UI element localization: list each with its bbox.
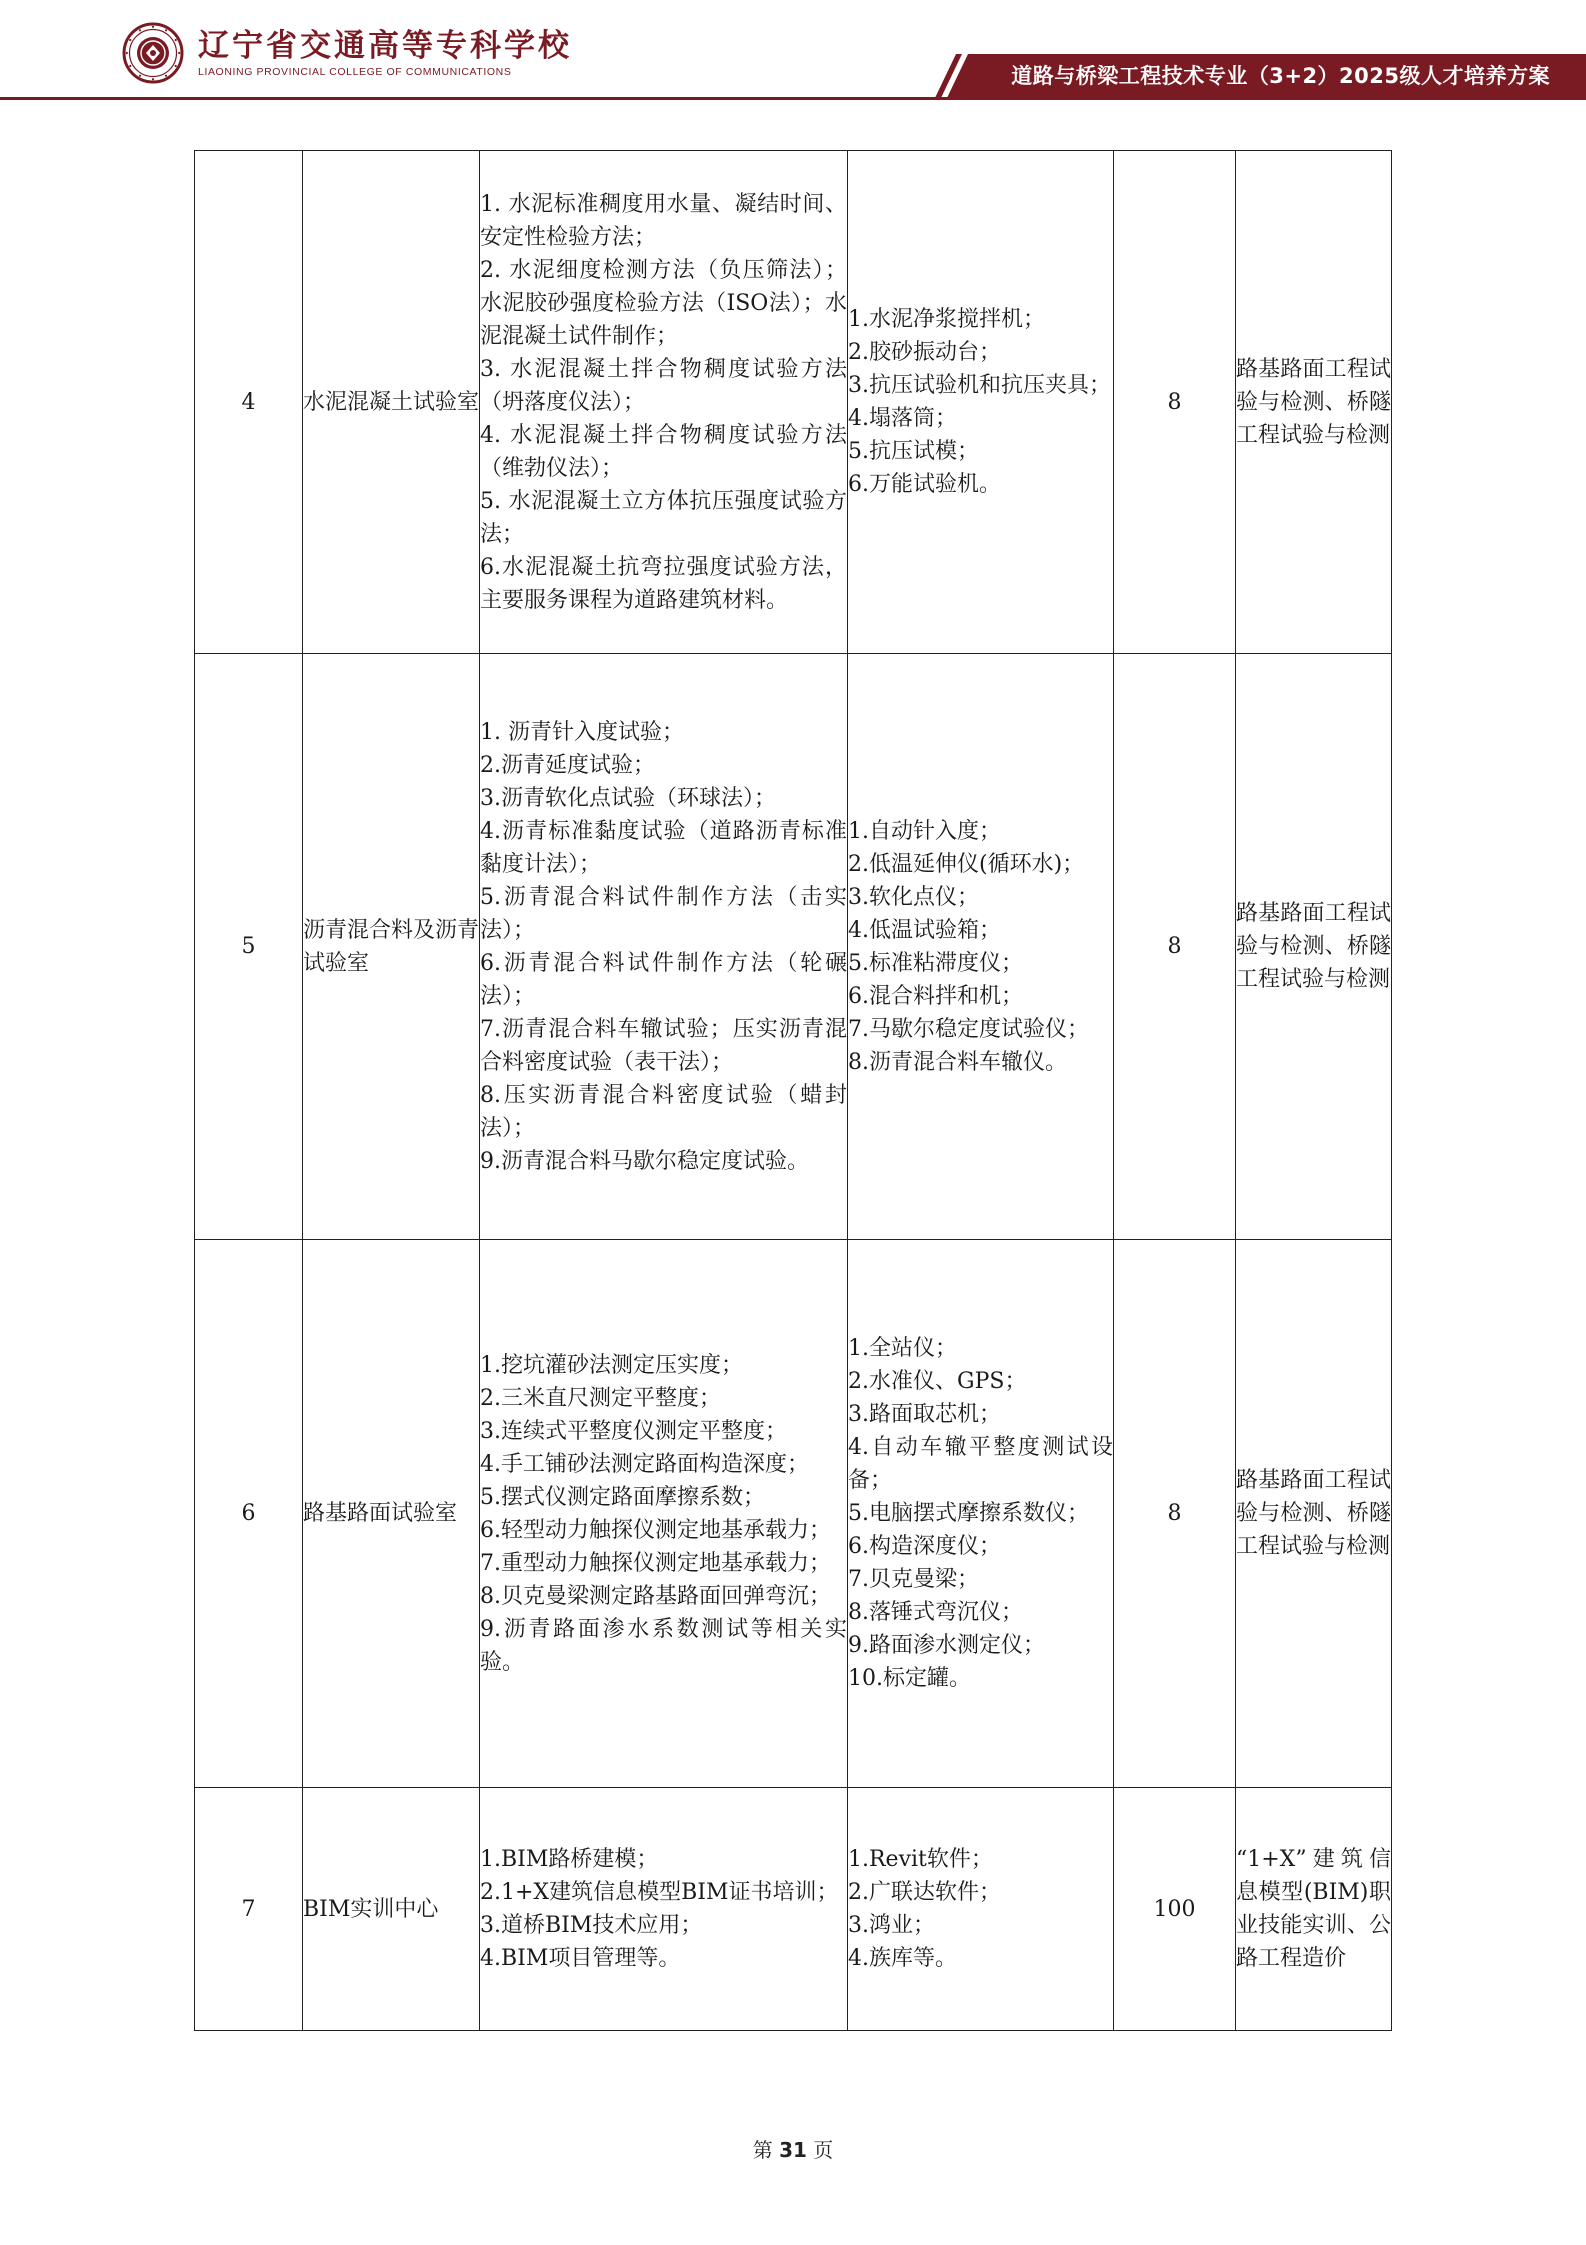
- list-item: 2.低温延伸仪(循环水)；: [848, 851, 1085, 877]
- lab-name: 沥青混合料及沥青试验室: [303, 654, 480, 1240]
- lab-name: 路基路面试验室: [303, 1240, 480, 1788]
- list-item: 1. 水泥标准稠度用水量、凝结时间、安定性检验方法；: [480, 191, 847, 250]
- list-item: 6.水泥混凝土抗弯拉强度试验方法，主要服务课程为道路建筑材料。: [480, 554, 847, 613]
- list-item: 9.路面渗水测定仪；: [848, 1633, 1045, 1658]
- list-item: 8.贝克曼梁测定路基路面回弹弯沉；: [480, 1583, 831, 1609]
- lab-table-body: [195, 151, 1392, 2031]
- list-item: 5. 水泥混凝土立方体抗压强度试验方法；: [480, 488, 847, 547]
- list-item: 4.BIM项目管理等。: [480, 1946, 681, 1971]
- list-item: 5.标准粘滞度仪；: [848, 950, 1023, 976]
- lab-courses: 路基路面工程试验与检测、桥隧工程试验与检测: [1236, 654, 1392, 1240]
- page-footer: [0, 2134, 1586, 2163]
- list-item: 2.胶砂振动台；: [848, 340, 1001, 365]
- list-item: 4.低温试验箱；: [848, 917, 1001, 943]
- program-title: 道路与桥梁工程技术专业（3+2）2025级人才培养方案: [1011, 64, 1550, 88]
- list-item: 6.轻型动力触探仪测定地基承载力；: [480, 1517, 831, 1543]
- list-item: 1.BIM路桥建模；: [480, 1847, 659, 1872]
- list-item: 6.混合料拌和机；: [848, 983, 1023, 1009]
- lab-projects: [480, 151, 848, 654]
- list-item: 4.塌落筒；: [848, 406, 957, 431]
- list-item: 7.贝克曼梁；: [848, 1567, 979, 1592]
- list-item: 4.族库等。: [848, 1946, 957, 1971]
- list-item: 3.连续式平整度仪测定平整度；: [480, 1418, 787, 1444]
- list-item: 4.自动车辙平整度测试设备；: [848, 1435, 1113, 1493]
- row-number: 7: [195, 1788, 303, 2031]
- lab-equipment: [848, 1240, 1114, 1788]
- lab-capacity: 8: [1114, 654, 1236, 1240]
- table-row: [195, 1240, 1392, 1788]
- list-item: 6.构造深度仪；: [848, 1534, 1001, 1559]
- list-item: 3.鸿业；: [848, 1913, 935, 1938]
- list-item: 8.压实沥青混合料密度试验（蜡封法）；: [480, 1082, 847, 1141]
- list-item: 8.沥青混合料车辙仪。: [848, 1049, 1067, 1075]
- list-item: 8.落锤式弯沉仪；: [848, 1600, 1023, 1625]
- list-item: 6.万能试验机。: [848, 472, 1001, 497]
- list-item: 10.标定罐。: [848, 1666, 971, 1691]
- list-item: 1.自动针入度；: [848, 818, 1001, 844]
- school-name-cn: 辽宁省交通高等专科学校: [198, 28, 572, 64]
- list-item: 4. 水泥混凝土拌合物稠度试验方法（维勃仪法）；: [480, 422, 847, 481]
- list-item: 5.电脑摆式摩擦系数仪；: [848, 1501, 1089, 1526]
- lab-name: 水泥混凝土试验室: [303, 151, 480, 654]
- list-item: 4.沥青标准黏度试验（道路沥青标准黏度计法）；: [480, 818, 847, 877]
- lab-equipment: [848, 654, 1114, 1240]
- lab-equipment: [848, 1788, 1114, 2031]
- lab-capacity: 8: [1114, 151, 1236, 654]
- table-row: [195, 654, 1392, 1240]
- page-prefix: 第: [752, 2138, 773, 2162]
- row-number: 4: [195, 151, 303, 654]
- list-item: 3.沥青软化点试验（环球法）；: [480, 785, 776, 811]
- lab-courses: 路基路面工程试验与检测、桥隧工程试验与检测: [1236, 1240, 1392, 1788]
- list-item: 6.沥青混合料试件制作方法（轮碾法）；: [480, 950, 847, 1009]
- lab-projects: [480, 654, 848, 1240]
- school-logo: [122, 22, 572, 84]
- list-item: 5.抗压试模；: [848, 439, 979, 464]
- list-item: 9.沥青路面渗水系数测试等相关实验。: [480, 1616, 847, 1675]
- table-row: [195, 151, 1392, 654]
- school-seal-icon: [122, 22, 184, 84]
- page-suffix: 页: [813, 2138, 834, 2162]
- row-number: 5: [195, 654, 303, 1240]
- list-item: 1. 沥青针入度试验；: [480, 719, 684, 745]
- table-row: [195, 1788, 1392, 2031]
- school-name-en: LIAONING PROVINCIAL COLLEGE OF COMMUNICATIONS: [198, 66, 512, 78]
- page-header: [0, 0, 1586, 106]
- list-item: 2.水准仪、GPS；: [848, 1369, 1027, 1394]
- lab-name: BIM实训中心: [303, 1788, 480, 2031]
- list-item: 3.抗压试验机和抗压夹具；: [848, 373, 1111, 398]
- lab-projects: [480, 1788, 848, 2031]
- lab-capacity: 8: [1114, 1240, 1236, 1788]
- lab-table: [194, 150, 1392, 2031]
- list-item: 2.沥青延度试验；: [480, 752, 655, 778]
- list-item: 3.道桥BIM技术应用；: [480, 1913, 703, 1938]
- lab-capacity: 100: [1114, 1788, 1236, 2031]
- lab-projects: [480, 1240, 848, 1788]
- list-item: 1.挖坑灌砂法测定压实度；: [480, 1352, 743, 1378]
- list-item: 3.路面取芯机；: [848, 1402, 1001, 1427]
- lab-courses: 路基路面工程试验与检测、桥隧工程试验与检测: [1236, 151, 1392, 654]
- list-item: 3.软化点仪；: [848, 884, 979, 910]
- list-item: 2.三米直尺测定平整度；: [480, 1385, 721, 1411]
- row-number: 6: [195, 1240, 303, 1788]
- list-item: 7.重型动力触探仪测定地基承载力；: [480, 1550, 831, 1576]
- list-item: 5.摆式仪测定路面摩擦系数；: [480, 1484, 765, 1510]
- list-item: 7.沥青混合料车辙试验；压实沥青混合料密度试验（表干法）；: [480, 1016, 847, 1075]
- list-item: 2.广联达软件；: [848, 1880, 1001, 1905]
- list-item: 4.手工铺砂法测定路面构造深度；: [480, 1451, 809, 1477]
- list-item: 7.马歇尔稳定度试验仪；: [848, 1016, 1089, 1042]
- list-item: 9.沥青混合料马歇尔稳定度试验。: [480, 1148, 809, 1174]
- lab-courses: “1+X”建筑信息模型(BIM)职业技能实训、公路工程造价: [1236, 1788, 1392, 2031]
- page-number: 31: [779, 2138, 807, 2162]
- list-item: 1.水泥净浆搅拌机；: [848, 307, 1045, 332]
- list-item: 5.沥青混合料试件制作方法（击实法）；: [480, 884, 847, 943]
- list-item: 2. 水泥细度检测方法（负压筛法）；水泥胶砂强度检验方法（ISO法）；水泥混凝土试件制作；: [480, 257, 847, 349]
- list-item: 1.全站仪；: [848, 1336, 957, 1361]
- lab-equipment: [848, 151, 1114, 654]
- list-item: 2.1+X建筑信息模型BIM证书培训；: [480, 1880, 839, 1905]
- list-item: 3. 水泥混凝土拌合物稠度试验方法（坍落度仪法）；: [480, 356, 847, 415]
- list-item: 1.Revit软件；: [848, 1847, 993, 1872]
